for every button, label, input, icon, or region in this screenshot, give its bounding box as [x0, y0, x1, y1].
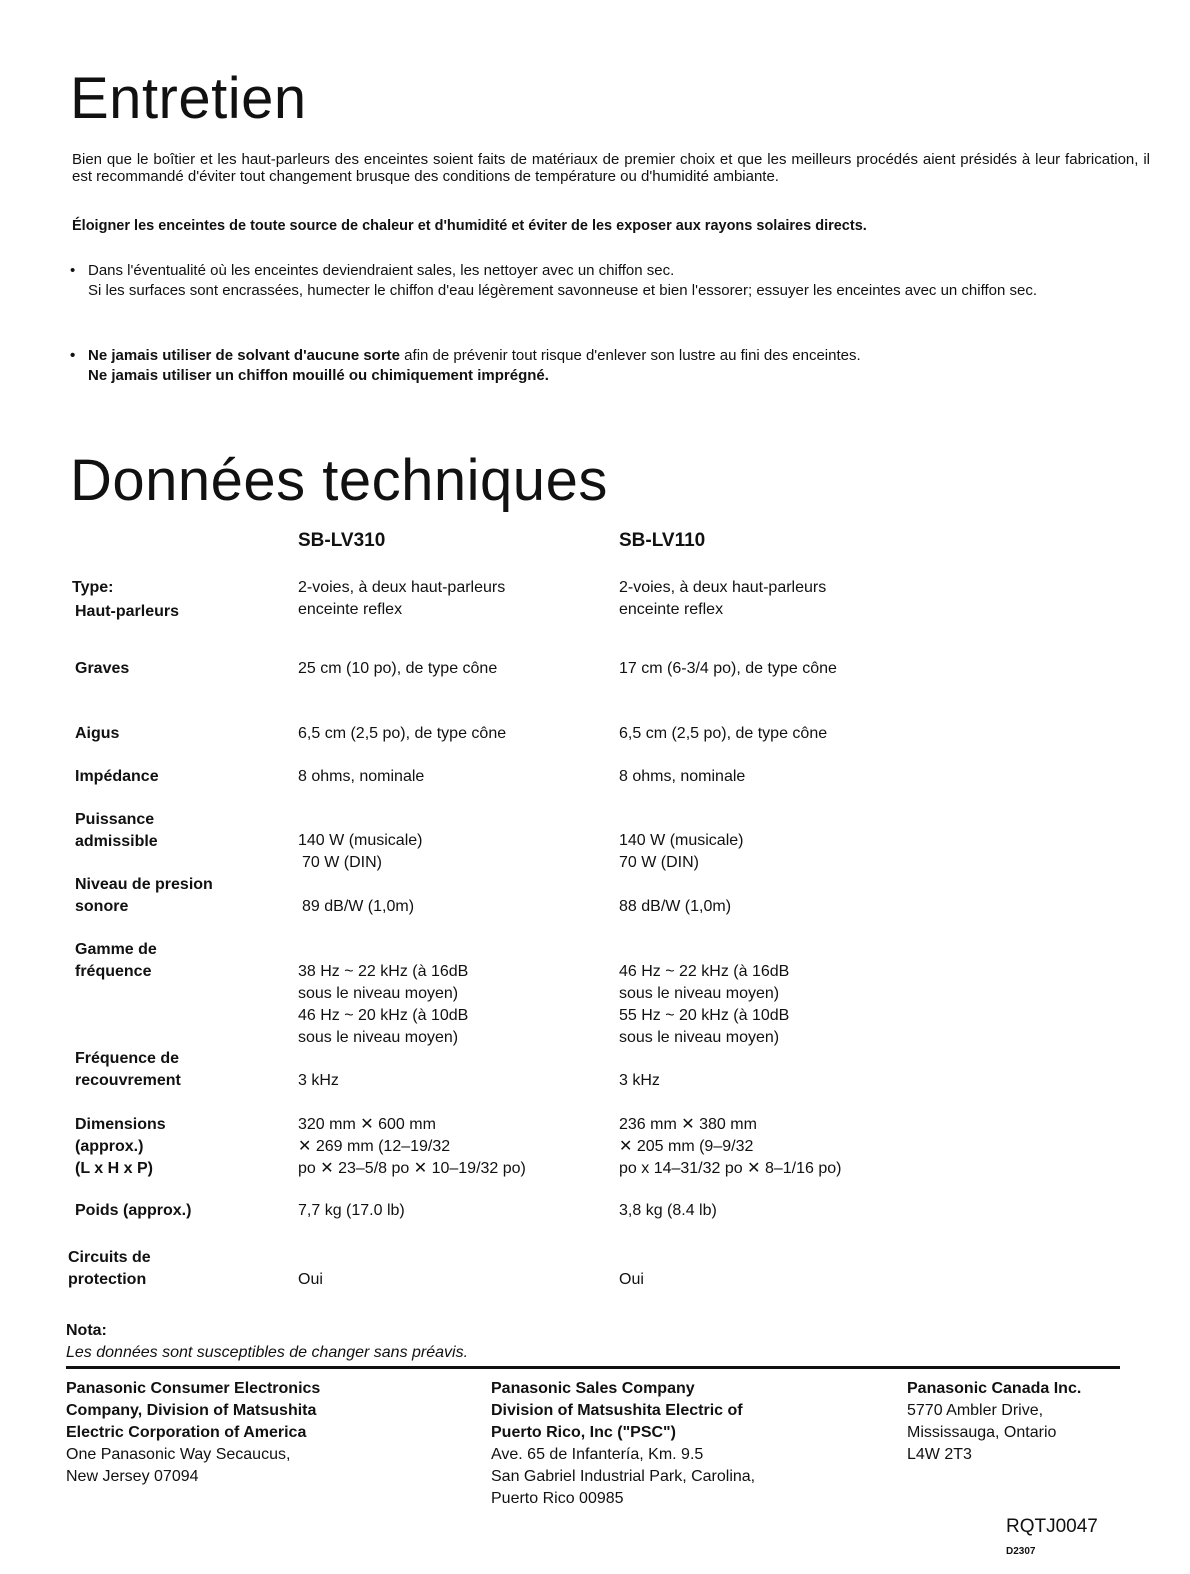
solvent-bullet: [70, 346, 1150, 386]
cleaning-line-1: Dans l'éventualité où les enceintes deviendraient sales, les nettoyer avec un chiffon sec.: [88, 262, 675, 279]
spec-label-tweeter: Aigus: [75, 725, 120, 742]
spec-label-type: Type: Haut-parleurs: [72, 579, 180, 620]
bullet-dot: •: [70, 262, 76, 279]
spec-value-woofer-1: 25 cm (10 po), de type cône: [298, 660, 498, 677]
footer-divider: [66, 1366, 1120, 1369]
spec-label-crossover: Fréquence de recouvrement: [75, 1050, 181, 1089]
specs-title: Données techniques: [70, 448, 608, 513]
spec-label-protection: Circuits de protection: [68, 1249, 151, 1288]
spec-value-power-1: 140 W (musicale) 70 W (DIN): [298, 832, 423, 871]
bullet-dot: •: [70, 347, 76, 364]
document-code: RQTJ0047: [1006, 1516, 1098, 1537]
maintenance-intro: Bien que le boîtier et les haut-parleurs des enceintes soient faits de matériaux de premier choix et que les meilleurs procédés aient présidés à leur fabrication, il est recommandé d'éviter tout changement brusque des conditions de température ou d'humidité ambiante.: [72, 151, 1150, 185]
address-puerto-rico: Panasonic Sales Company Division of Matsushita Electric of Puerto Rico, Inc ("PSC") Ave. 65 de Infantería, Km. 9.5 San Gabriel Industrial Park, Carolina, Puerto Rico 00985: [491, 1380, 756, 1507]
spec-label-spl: Niveau de presion sonore: [75, 876, 213, 915]
spec-value-dimensions-2: 236 mm ✕ 380 mm ✕ 205 mm (9–9/32 po x 14–31/32 po ✕ 8–1/16 po): [619, 1116, 842, 1177]
spec-value-crossover-1: 3 kHz: [298, 1072, 339, 1089]
note-heading: Nota:: [66, 1322, 107, 1339]
spec-label-frequency-range: Gamme de fréquence: [75, 941, 157, 980]
address-usa: Panasonic Consumer Electronics Company, Division of Matsushita Electric Corporation of America One Panasonic Way Secaucus, New Jersey 07094: [66, 1380, 321, 1485]
model-header-1: SB-LV310: [298, 530, 386, 551]
spec-value-weight-2: 3,8 kg (8.4 lb): [619, 1202, 717, 1219]
cleaning-bullet: [70, 261, 1150, 301]
spec-value-woofer-2: 17 cm (6-3/4 po), de type cône: [619, 660, 837, 677]
spec-value-tweeter-2: 6,5 cm (2,5 po), de type cône: [619, 725, 828, 742]
spec-label-power: Puissance admissible: [75, 811, 158, 850]
spec-value-crossover-2: 3 kHz: [619, 1072, 660, 1089]
spec-value-dimensions-1: 320 mm ✕ 600 mm ✕ 269 mm (12–19/32 po ✕ 23–5/8 po ✕ 10–19/32 po): [298, 1116, 526, 1177]
note: [66, 1320, 468, 1364]
spec-value-tweeter-1: 6,5 cm (2,5 po), de type cône: [298, 725, 507, 742]
spec-value-protection-2: Oui: [619, 1271, 644, 1288]
cleaning-line-2: Si les surfaces sont encrassées, humecter le chiffon d'eau légèrement savonneuse et bien l'essorer; essuyer les enceintes avec un chiffon sec.: [88, 282, 1038, 299]
spec-value-power-2: 140 W (musicale) 70 W (DIN): [619, 832, 744, 871]
spec-value-protection-1: Oui: [298, 1271, 323, 1288]
spec-value-spl-1: 89 dB/W (1,0m): [302, 898, 415, 915]
spec-value-frequency-range-2: 46 Hz ~ 22 kHz (à 16dB sous le niveau moyen) 55 Hz ~ 20 kHz (à 10dB sous le niveau moyen): [619, 963, 790, 1046]
solvent-reason: afin de prévenir tout risque d'enlever son lustre au fini des enceintes.: [400, 347, 861, 364]
solvent-warning: Ne jamais utiliser de solvant d'aucune sorte: [88, 347, 401, 364]
spec-value-impedance-1: 8 ohms, nominale: [298, 768, 425, 785]
spec-value-impedance-2: 8 ohms, nominale: [619, 768, 746, 785]
spec-label-impedance: Impédance: [75, 768, 159, 785]
spec-value-type-2: 2-voies, à deux haut-parleurs enceinte reflex: [619, 579, 827, 618]
model-header-2: SB-LV110: [619, 530, 706, 551]
wet-cloth-warning: Ne jamais utiliser un chiffon mouillé ou chimiquement imprégné.: [88, 367, 549, 384]
spec-value-type-1: 2-voies, à deux haut-parleurs enceinte reflex: [298, 579, 506, 618]
address-canada: Panasonic Canada Inc. 5770 Ambler Drive, Mississauga, Ontario L4W 2T3: [907, 1380, 1082, 1463]
maintenance-title: Entretien: [70, 66, 307, 131]
note-text: Les données sont susceptibles de changer sans préavis.: [66, 1344, 469, 1361]
maintenance-warning: Éloigner les enceintes de toute source de chaleur et d'humidité et éviter de les exposer aux rayons solaires directs.: [72, 218, 867, 234]
spec-value-weight-1: 7,7 kg (17.0 lb): [298, 1202, 405, 1219]
spec-label-dimensions: Dimensions (approx.) (L x H x P): [75, 1116, 166, 1177]
document-subcode: D2307: [1006, 1546, 1036, 1557]
spec-label-woofer: Graves: [75, 660, 130, 677]
spec-label-weight: Poids (approx.): [75, 1202, 192, 1219]
spec-value-frequency-range-1: 38 Hz ~ 22 kHz (à 16dB sous le niveau moyen) 46 Hz ~ 20 kHz (à 10dB sous le niveau moyen): [298, 963, 469, 1046]
spec-value-spl-2: 88 dB/W (1,0m): [619, 898, 732, 915]
